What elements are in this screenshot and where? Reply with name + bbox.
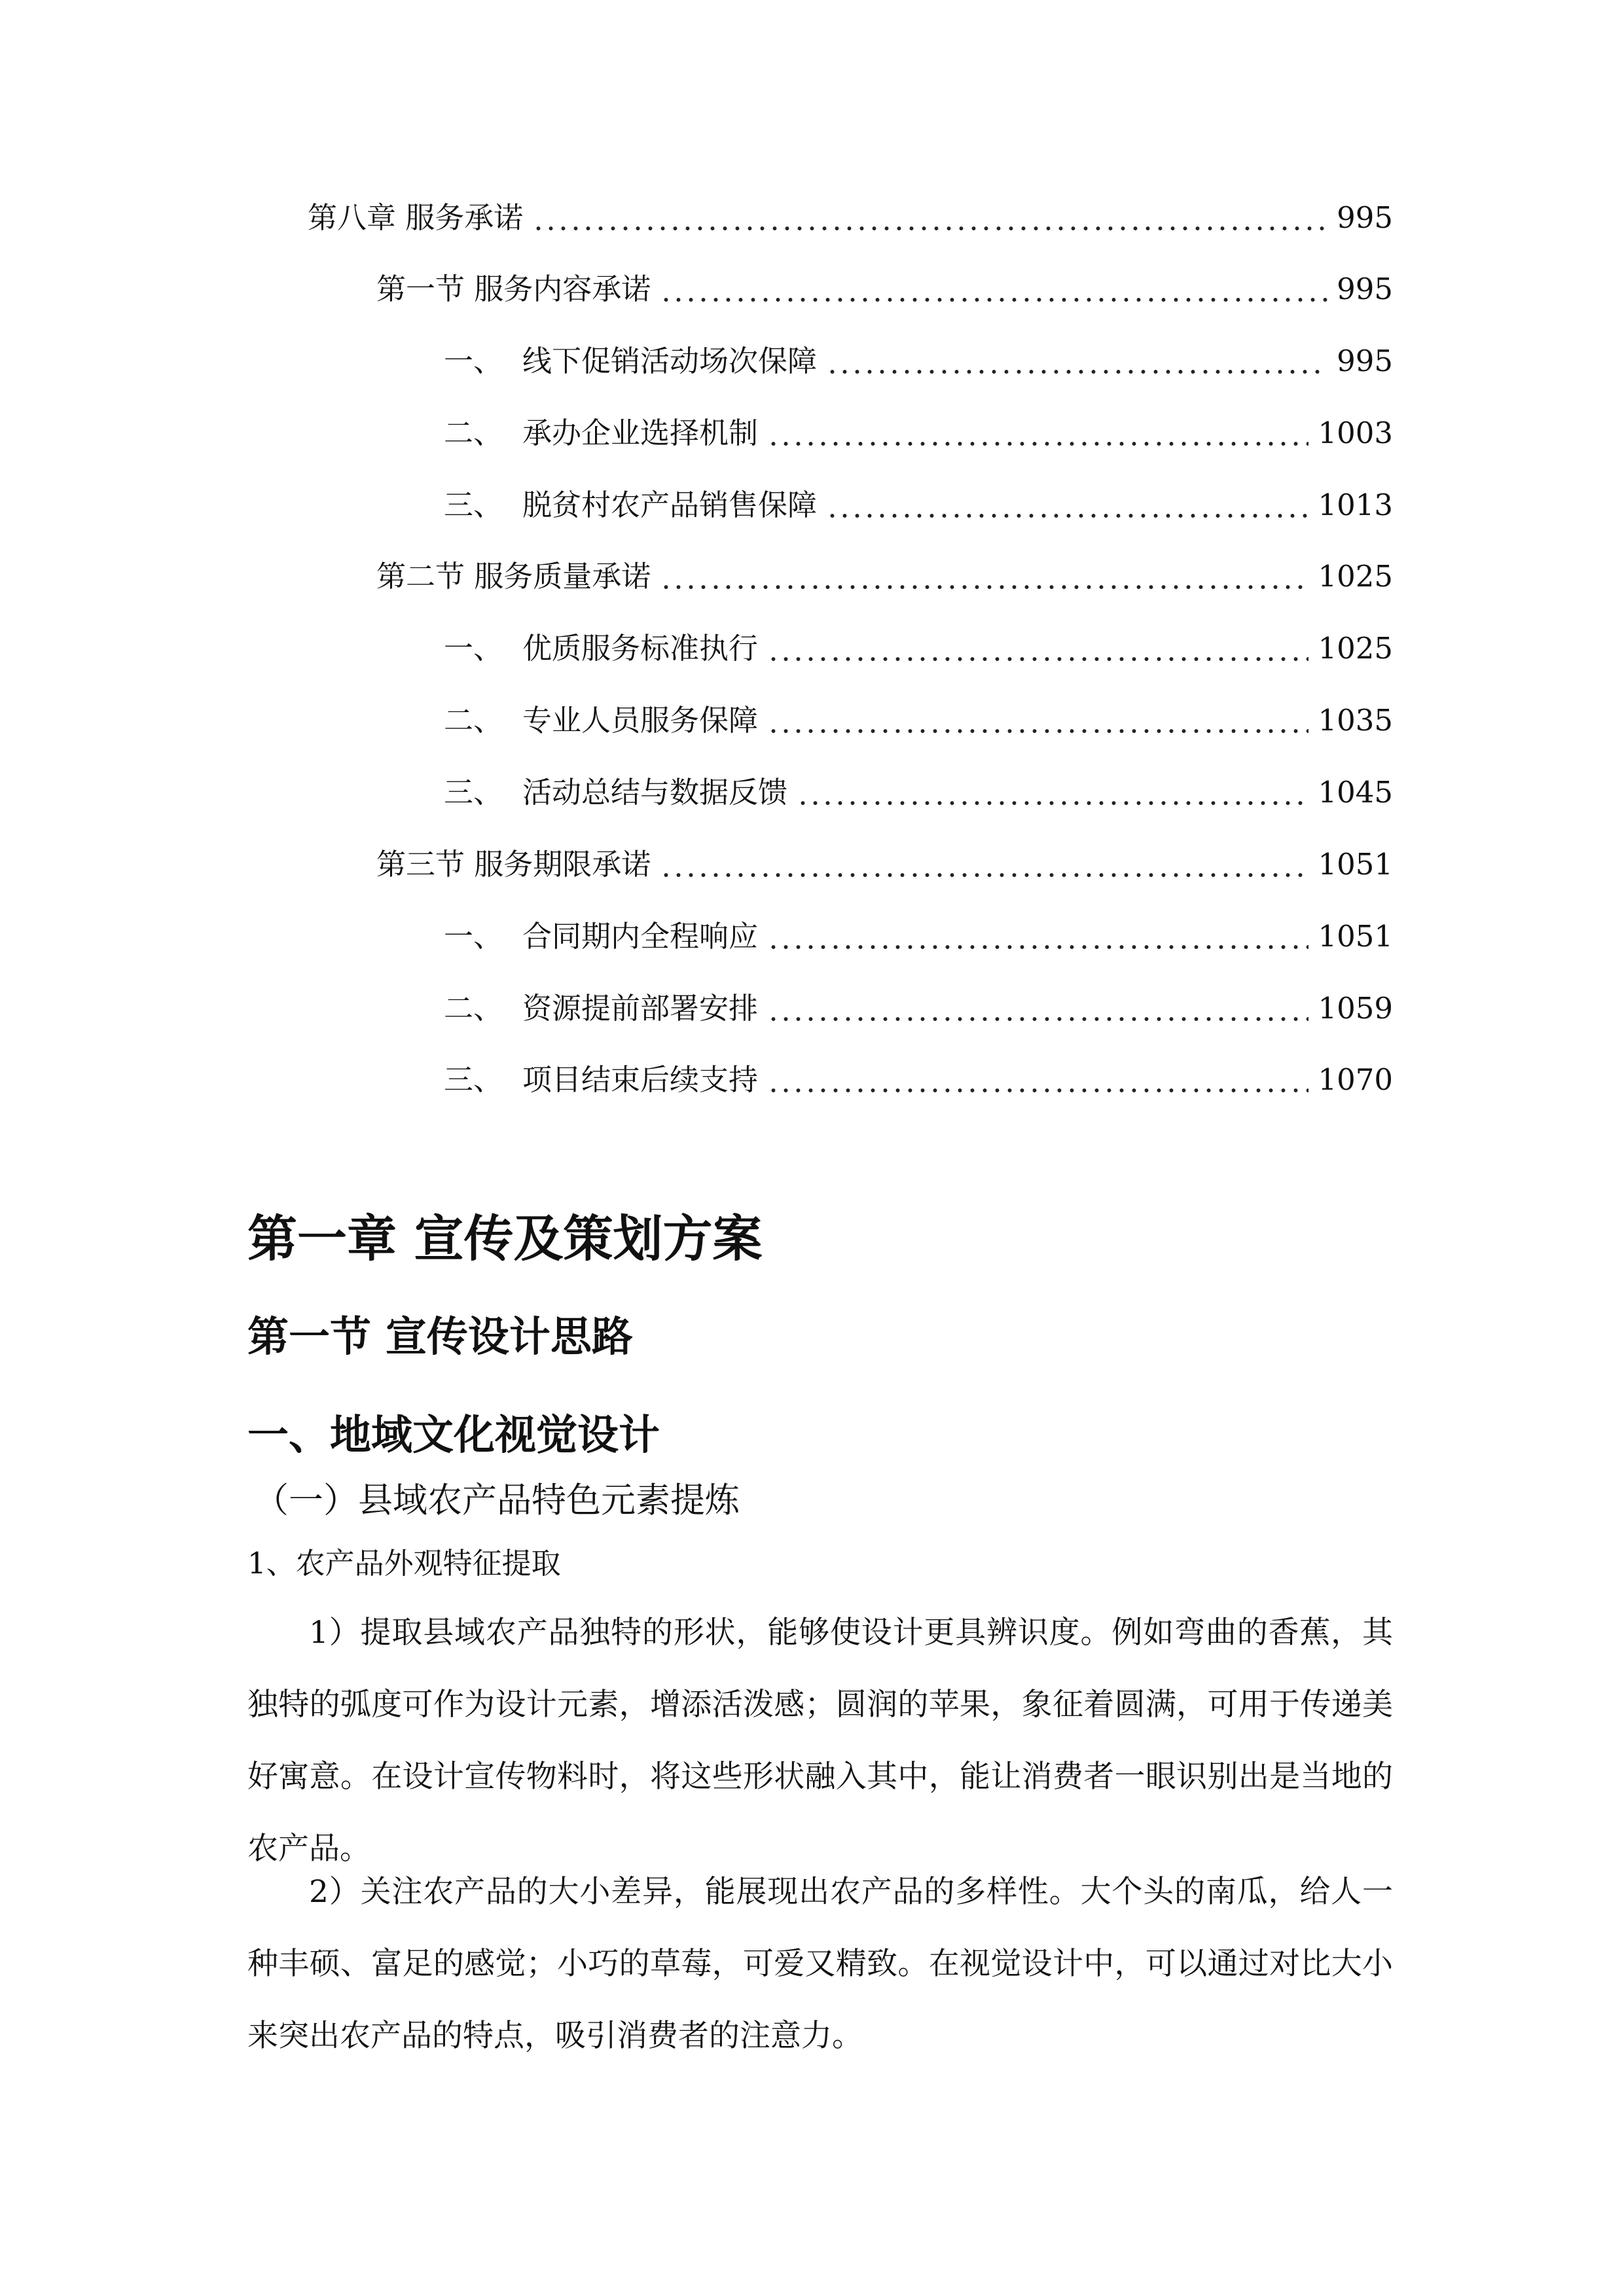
toc-section-1[interactable] (376, 266, 1393, 312)
toc-page-number: 1051 (1318, 919, 1393, 954)
toc-entry-title: 专业人员服务保障 (522, 703, 759, 738)
dot-leader (767, 698, 1308, 744)
toc-section-2[interactable] (376, 554, 1393, 600)
dot-leader (660, 554, 1308, 600)
toc-item-number: 三、 (444, 775, 503, 810)
toc-item-number: 二、 (444, 416, 503, 450)
toc-entry-title: 线下促销活动场次保障 (522, 344, 818, 378)
toc-entry-title: 脱贫村农产品销售保障 (522, 488, 818, 522)
body-paragraph: 2）关注农产品的大小差异，能展现出农产品的多样性。大个头的南瓜，给人一种丰硕、富足的感觉；小巧的草莓，可爱又精致。在视觉设计中，可以通过对比大小来突出农产品的特点，吸引消费者的注意力。 (247, 1874, 1393, 2054)
toc-entry-title: 第二节 服务质量承诺 (376, 559, 651, 594)
dot-leader (767, 626, 1308, 672)
toc-entry-title: 优质服务标准执行 (522, 631, 759, 666)
dot-leader (767, 1057, 1308, 1103)
toc-page-number: 995 (1337, 200, 1393, 235)
toc-page-number: 995 (1337, 344, 1393, 378)
toc-page-number: 1070 (1318, 1062, 1393, 1097)
dot-leader (660, 842, 1308, 888)
dot-leader (797, 770, 1308, 816)
toc-page-number: 1013 (1318, 488, 1393, 522)
toc-entry-title: 第一节 服务内容承诺 (376, 272, 651, 306)
toc-item-number: 三、 (444, 1062, 503, 1097)
toc-entry-title: 第三节 服务期限承诺 (376, 847, 651, 882)
toc-page-number: 1025 (1318, 631, 1393, 666)
toc-chapter-8[interactable] (308, 195, 1393, 241)
toc-page-number: 1003 (1318, 416, 1393, 450)
toc-item[interactable] (444, 1057, 1393, 1103)
dot-leader (767, 986, 1308, 1031)
dot-leader (826, 338, 1327, 384)
toc-page-number: 995 (1337, 272, 1393, 306)
dot-leader (532, 195, 1327, 241)
toc-item[interactable] (444, 986, 1393, 1031)
dot-leader (660, 266, 1327, 312)
toc-item[interactable] (444, 914, 1393, 960)
toc-page-number: 1045 (1318, 775, 1393, 810)
toc-entry-title: 第八章 服务承诺 (308, 200, 524, 235)
toc-entry-title: 资源提前部署安排 (522, 991, 759, 1026)
toc-entry-title: 项目结束后续支持 (522, 1062, 759, 1097)
toc-item-number: 二、 (444, 991, 503, 1026)
toc-item-number: 三、 (444, 488, 503, 522)
item-title: 1、农产品外观特征提取 (247, 1546, 561, 1581)
toc-entry-title: 活动总结与数据反馈 (522, 775, 788, 810)
section-title: 第一节 宣传设计思路 (247, 1313, 633, 1361)
toc-item[interactable] (444, 410, 1393, 456)
dot-leader (767, 410, 1308, 456)
toc-entry-title: 合同期内全程响应 (522, 919, 759, 954)
toc-section-3[interactable] (376, 842, 1393, 888)
toc-entry-title: 承办企业选择机制 (522, 416, 759, 450)
toc-item[interactable] (444, 770, 1393, 816)
chapter-title: 第一章 宣传及策划方案 (247, 1210, 763, 1268)
body-paragraph: 1）提取县域农产品独特的形状，能够使设计更具辨识度。例如弯曲的香蕉，其独特的弧度可作为设计元素，增添活泼感；圆润的苹果，象征着圆满，可用于传递美好寓意。在设计宣传物料时，将这些形状融入其中，能让消费者一眼识别出是当地的农产品。 (247, 1615, 1393, 1867)
toc-page-number: 1035 (1318, 703, 1393, 738)
toc-page-number: 1025 (1318, 559, 1393, 594)
subsection-title: 一、地域文化视觉设计 (247, 1411, 660, 1459)
toc-page-number: 1051 (1318, 847, 1393, 882)
toc-item[interactable] (444, 338, 1393, 384)
toc-item-number: 二、 (444, 703, 503, 738)
toc-page-number: 1059 (1318, 991, 1393, 1026)
toc-item-number: 一、 (444, 344, 503, 378)
sub-subsection-title: （一）县域农产品特色元素提炼 (254, 1480, 740, 1520)
toc-item-number: 一、 (444, 631, 503, 666)
toc-item-number: 一、 (444, 919, 503, 954)
dot-leader (826, 482, 1308, 528)
dot-leader (767, 914, 1308, 960)
toc-item[interactable] (444, 698, 1393, 744)
toc-item[interactable] (444, 626, 1393, 672)
toc-item[interactable] (444, 482, 1393, 528)
